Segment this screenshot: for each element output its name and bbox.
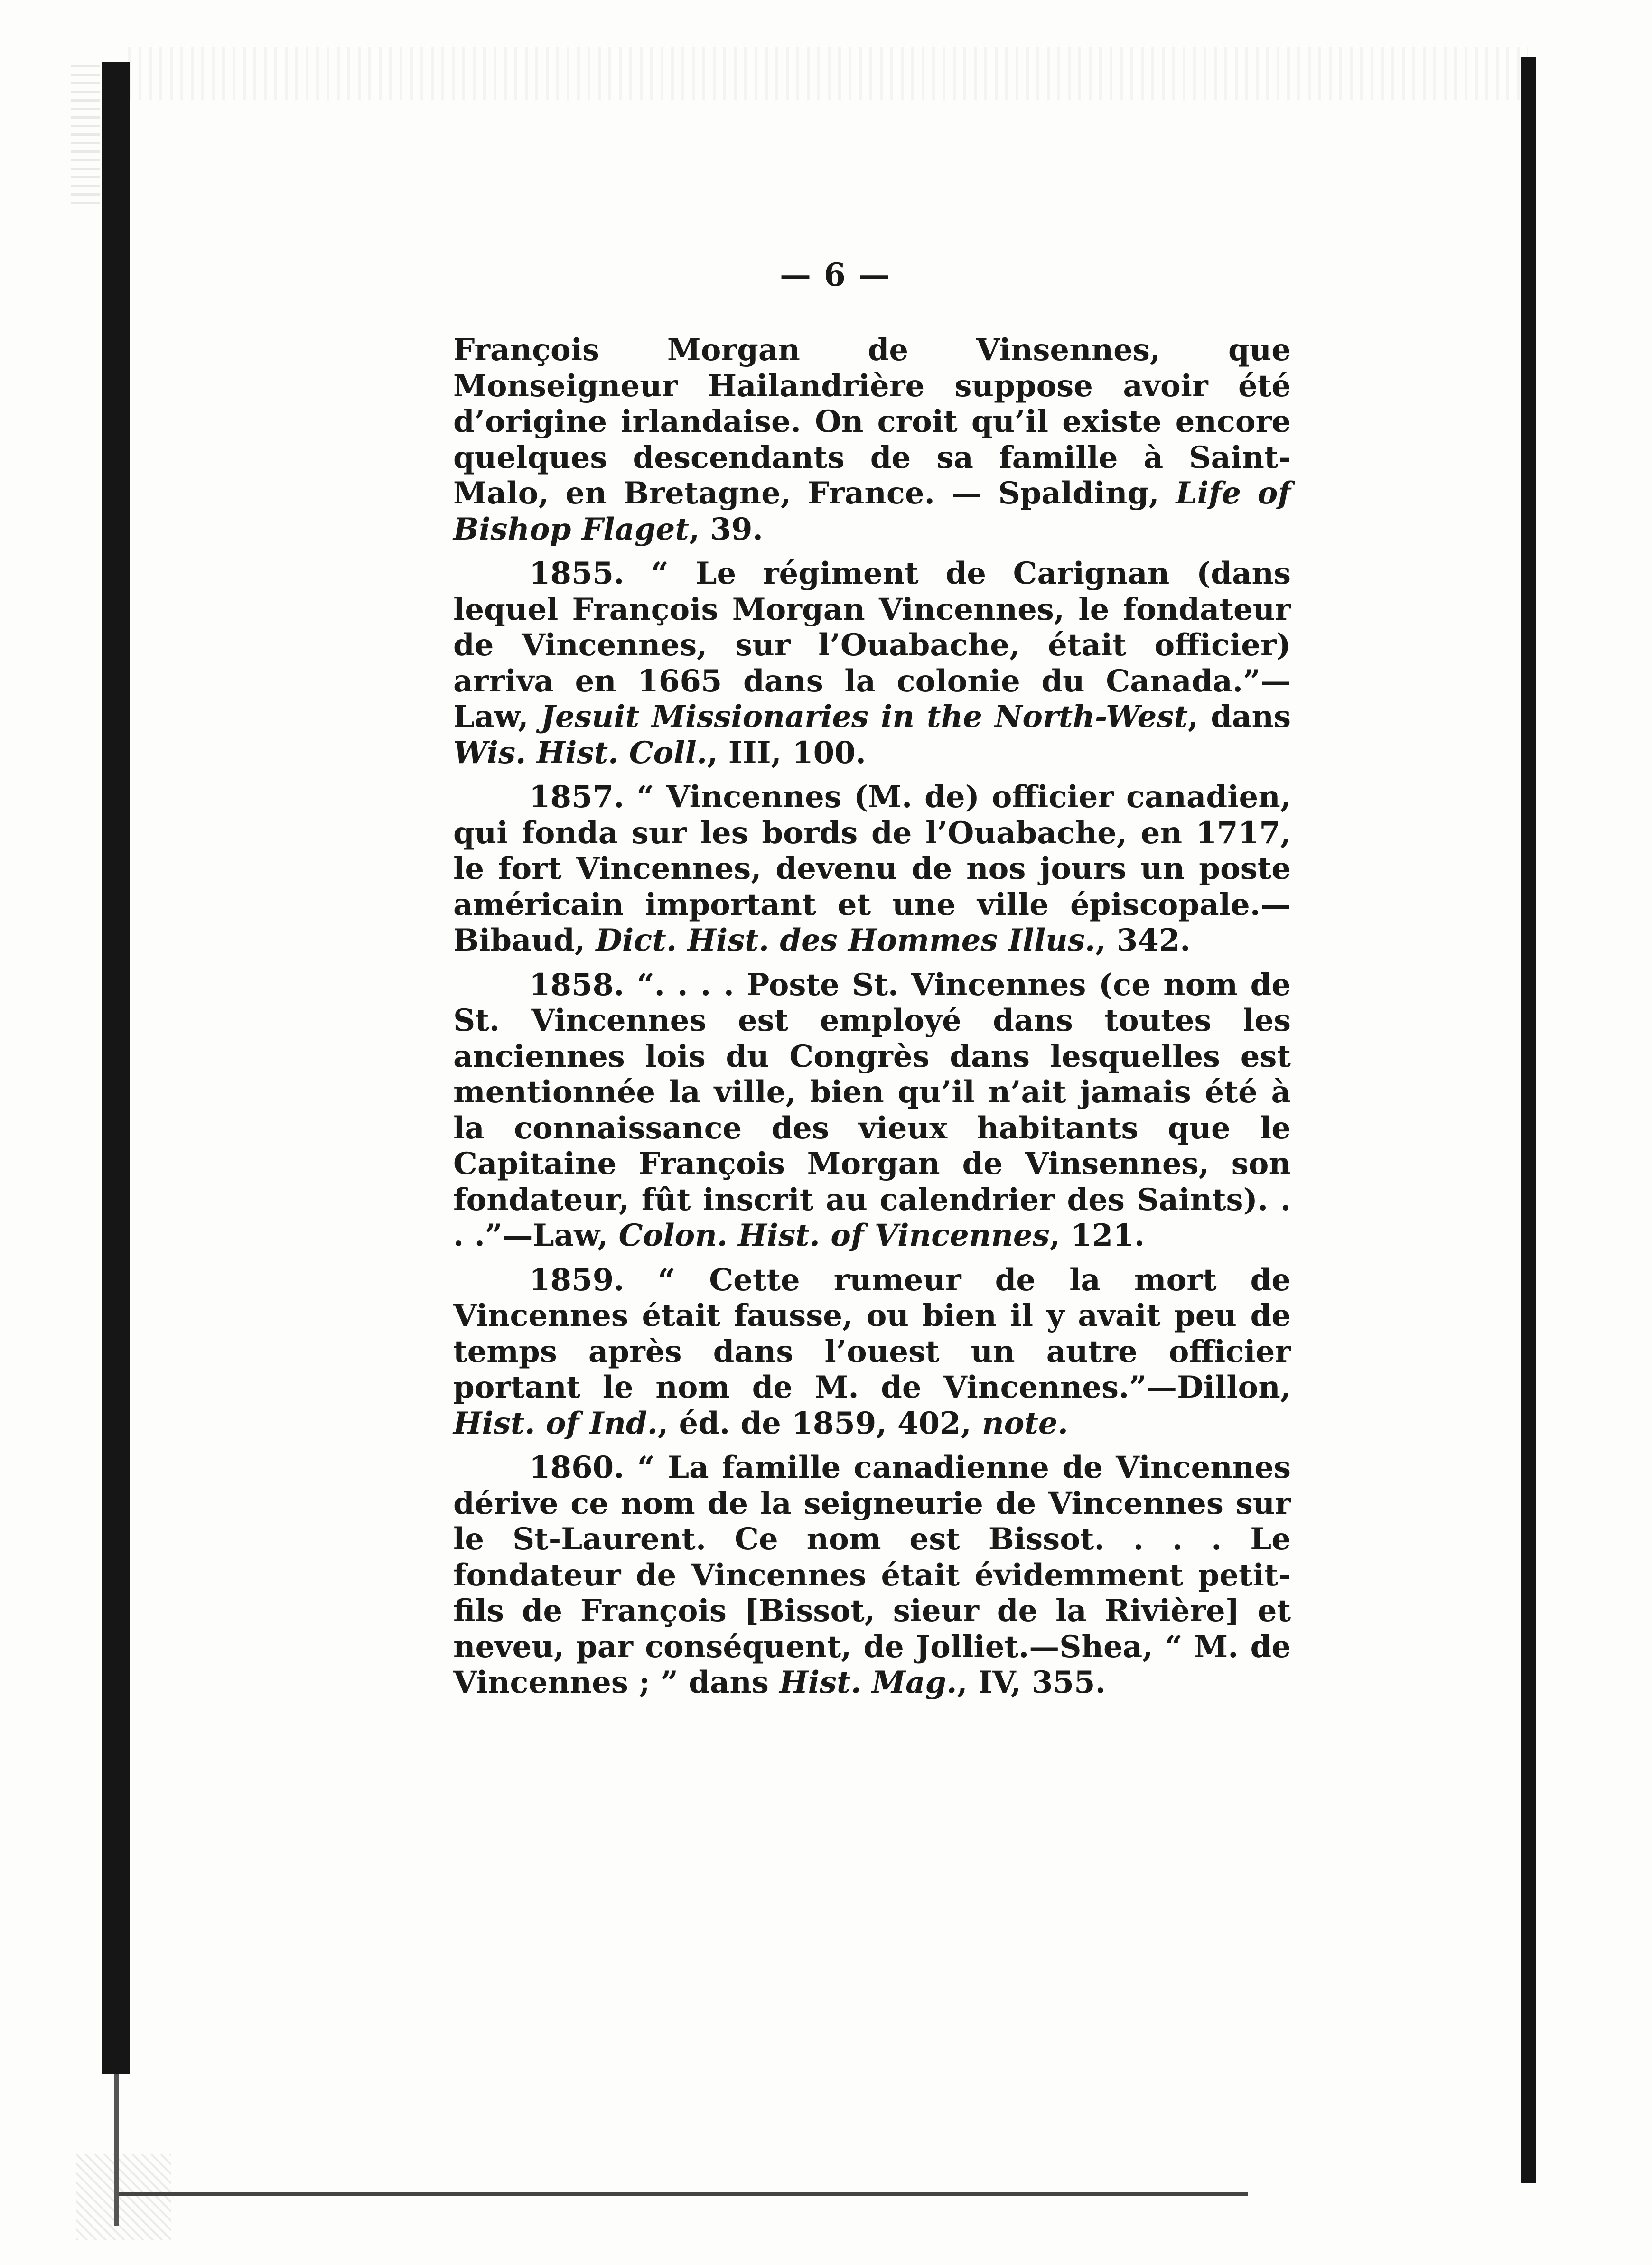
text-segment: , IV, 355. <box>957 1665 1106 1700</box>
entry-year: 1855. <box>529 556 625 591</box>
text-segment: “ Vincennes (M. de) officier canadien, qui fonda sur les bords de l’Ouabache, en 1717, le fort Vincennes, devenu de nos jours un poste américain important et une ville épiscopale.—Bibaud, <box>453 779 1291 958</box>
bottom-page-border <box>119 2192 1248 2196</box>
citation-title: Hist. of Ind. <box>453 1405 658 1441</box>
text-segment: “ La famille canadienne de Vincennes dérive ce nom de la seigneurie de Vincennes sur le St-Laurent. Ce nom est Bissot. . . . Le fondateur de Vincennes était évidemment petit-fils de François [Bissot, sieur de la Rivière] et neveu, par conséquent, de Jolliet.—Shea, “ M. de Vincennes ; ” dans <box>453 1450 1291 1700</box>
scan-noise-bottom <box>76 2154 171 2240</box>
text-segment: , 39. <box>689 511 763 547</box>
citation-title: Wis. Hist. Coll. <box>453 735 708 771</box>
paragraph <box>453 1262 1291 1442</box>
citation-title: Hist. Mag. <box>779 1665 957 1700</box>
text-segment: , dans <box>1187 699 1291 735</box>
paragraph <box>453 556 1291 771</box>
left-page-border-lower <box>114 2074 119 2226</box>
paragraph <box>453 779 1291 959</box>
entry-year: 1859. <box>529 1262 625 1298</box>
entry-year: 1858. <box>529 967 625 1003</box>
scan-noise-left <box>71 62 100 204</box>
text-segment: “ Cette rumeur de la mort de Vincennes était fausse, ou bien il y avait peu de temps après dans l’ouest un autre officier portant le nom de M. de Vincennes.”—Dillon, <box>453 1262 1291 1405</box>
paragraph <box>453 332 1291 547</box>
right-page-border <box>1521 57 1536 2183</box>
scan-noise-top <box>128 47 1528 100</box>
text-segment: , éd. de 1859, 402, <box>657 1405 982 1441</box>
text-segment: “. . . . Poste St. Vincennes (ce nom de St. Vincennes est employé dans toutes les anciennes lois du Congrès dans lesquelles est mentionnée la ville, bien qu’il n’ait jamais été à la connaissance des vieux habitants que le Capitaine François Morgan de Vinsennes, son fondateur, fût inscrit au calendrier des Saints). . . .”—Law, <box>453 967 1291 1253</box>
paragraph <box>453 967 1291 1254</box>
body-text <box>453 332 1291 1709</box>
text-segment: “ Le régiment de Carignan (dans lequel François Morgan Vincennes, le fondateur de Vincennes, sur l’Ouabache, était officier) arriva en 1665 dans la colonie du Canada.”—Law, <box>453 556 1291 735</box>
citation-title: Colon. Hist. of Vincennes <box>618 1218 1050 1253</box>
paragraph <box>453 1450 1291 1701</box>
citation-title: Jesuit Missionaries in the North-West <box>541 699 1188 735</box>
citation-title: Dict. Hist. des Hommes Illus. <box>596 923 1096 958</box>
page-number: — 6 — <box>780 256 891 293</box>
entry-year: 1857. <box>529 779 625 815</box>
citation-title: note. <box>982 1405 1068 1441</box>
left-page-border <box>102 62 130 2074</box>
text-segment: François Morgan de Vinsennes, que Monseigneur Hailandrière suppose avoir été d’origine irlandaise. On croit qu’il existe encore quelques descendants de sa famille à Saint-Malo, en Bretagne, France. — Spalding, <box>453 332 1291 511</box>
entry-year: 1860. <box>529 1450 625 1485</box>
text-segment: , III, 100. <box>707 735 866 771</box>
text-segment: , 121. <box>1049 1218 1145 1253</box>
citation-title: Life of Bishop Flaget <box>453 475 1291 547</box>
text-segment: , 342. <box>1095 923 1191 958</box>
